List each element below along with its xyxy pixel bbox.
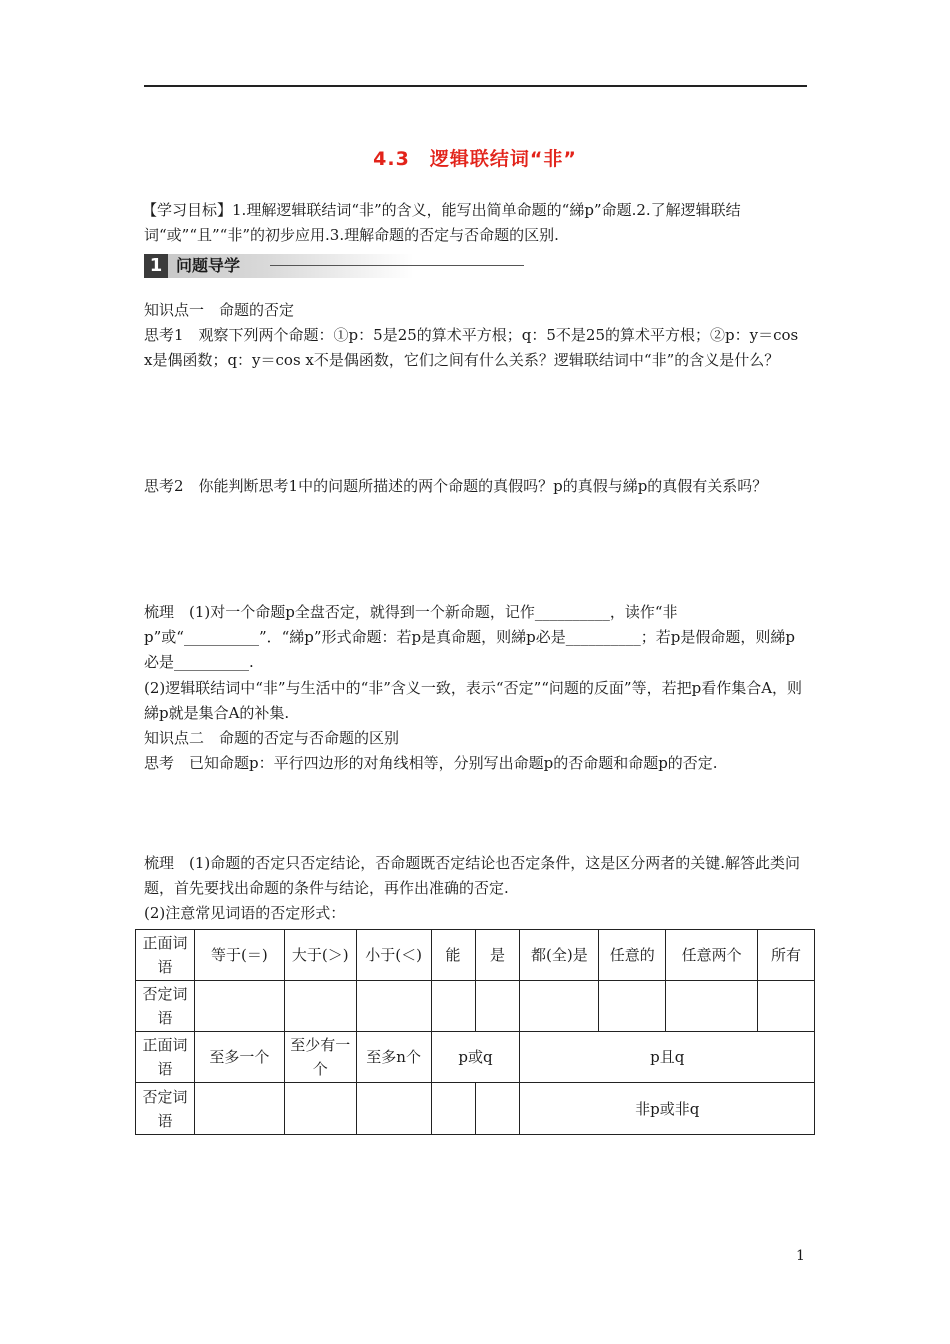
section-rule <box>270 265 524 266</box>
blank-cell <box>431 1083 475 1135</box>
summary-2-part-2: (2)注意常见词语的否定形式： <box>144 904 346 922</box>
section-header <box>144 254 524 278</box>
section-label: 问题导学 <box>168 254 414 278</box>
knowledge-point-2-heading: 知识点二 命题的否定与否命题的区别 <box>144 729 400 747</box>
table-cell: 任意两个 <box>666 930 758 981</box>
table-row <box>136 981 815 1032</box>
blank-cell <box>599 981 666 1032</box>
blank-cell <box>356 1083 431 1135</box>
blank-cell <box>284 1083 356 1135</box>
think-2: 思考2 你能判断思考1中的问题所描述的两个命题的真假吗？p的真假与綈p的真假有关系吗？ <box>144 477 768 495</box>
learning-objectives <box>144 198 809 248</box>
table-cell: p或q <box>431 1032 520 1083</box>
page-title: 4.3 逻辑联结词“非” <box>373 148 577 170</box>
top-rule <box>144 85 807 87</box>
summary-1-part-1: 梳理 (1)对一个命题p全盘否定，就得到一个新命题，记作__________，读作“非p”或“__________”．“綈p”形式命题：若p是真命题，则綈p必是__________；若p是假命题，则綈p必是__________. <box>144 603 795 671</box>
summary-2-part-1: 梳理 (1)命题的否定只否定结论，否命题既否定结论也否定条件，这是区分两者的关键.解答此类问题，首先要找出命题的条件与结论，再作出准确的否定. <box>144 854 801 897</box>
summary-1-part-2: (2)逻辑联结词中“非”与生活中的“非”含义一致，表示“否定”“问题的反面”等，若把p看作集合A，则綈p就是集合A的补集. <box>144 679 803 722</box>
objectives-label: 【学习目标】 <box>142 201 233 219</box>
blank-cell <box>475 981 520 1032</box>
negation-table <box>135 929 815 1135</box>
table-row <box>136 930 815 981</box>
table-row <box>136 1083 815 1135</box>
section-number: 1 <box>144 254 168 278</box>
table-cell: 都(全)是 <box>520 930 599 981</box>
think-1: 思考1 观察下列两个命题：①p：5是25的算术平方根；q：5不是25的算术平方根；②p：y＝cos x是偶函数；q：y＝cos x不是偶函数，它们之间有什么关系？逻辑联结词中“非”的含义是什么？ <box>144 326 799 369</box>
row-header: 正面词语 <box>136 930 195 981</box>
table-cell: 至少有一个 <box>284 1032 356 1083</box>
blank-cell <box>194 981 284 1032</box>
table-cell: 是 <box>475 930 520 981</box>
table-cell: 等于(＝) <box>194 930 284 981</box>
table-cell: 非p或非q <box>520 1083 815 1135</box>
blank-cell <box>758 981 815 1032</box>
row-header: 正面词语 <box>136 1032 195 1083</box>
table-cell: 至多n个 <box>356 1032 431 1083</box>
blank-cell <box>520 981 599 1032</box>
table-cell: 能 <box>431 930 475 981</box>
think-3: 思考 已知命题p：平行四边形的对角线相等，分别写出命题p的否命题和命题p的否定. <box>144 754 718 772</box>
blank-cell <box>431 981 475 1032</box>
row-header: 否定词语 <box>136 981 195 1032</box>
blank-cell <box>666 981 758 1032</box>
table-cell: 至多一个 <box>194 1032 284 1083</box>
table-cell: 小于(＜) <box>356 930 431 981</box>
page-number: 1 <box>796 1248 805 1264</box>
row-header: 否定词语 <box>136 1083 195 1135</box>
table-row <box>136 1032 815 1083</box>
table-cell: 大于(＞) <box>284 930 356 981</box>
table-cell: p且q <box>520 1032 815 1083</box>
objectives-text: 1.理解逻辑联结词“非”的含义，能写出简单命题的“綈p”命题.2.了解逻辑联结词“或”“且”“非”的初步应用.3.理解命题的否定与否命题的区别. <box>144 201 741 244</box>
table-cell: 任意的 <box>599 930 666 981</box>
blank-cell <box>284 981 356 1032</box>
knowledge-point-1-heading: 知识点一 命题的否定 <box>144 301 295 319</box>
table-cell: 所有 <box>758 930 815 981</box>
blank-cell <box>475 1083 520 1135</box>
blank-cell <box>194 1083 284 1135</box>
blank-cell <box>356 981 431 1032</box>
